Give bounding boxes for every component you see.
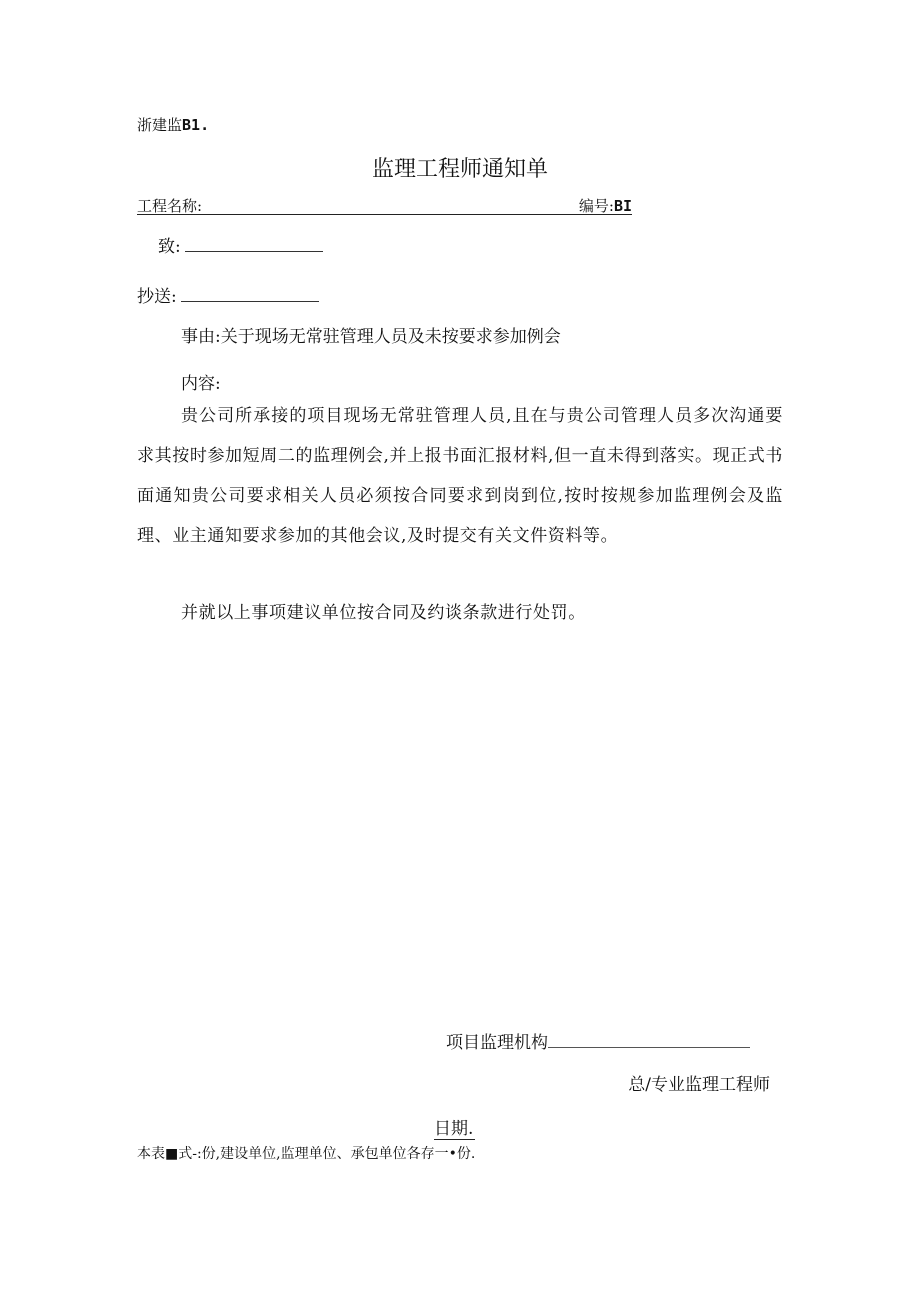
org-blank [548,1030,750,1048]
org-label: 项目监理机构 [446,1033,548,1053]
form-code [137,114,209,135]
form-code-suffix: B1. [182,116,210,134]
project-number-label: 编号: [578,197,614,215]
project-number [579,195,632,216]
cc-label: 抄送: [137,287,177,307]
project-name-label: 工程名称: [137,197,203,215]
project-info-line [137,195,632,215]
cc-field [137,282,319,307]
footnote: 本表■式-:份,建设单位,监理单位、承包单位各存一•份. [137,1146,476,1162]
chief-engineer-label: 总/专业监理工程师 [628,1075,770,1095]
subject-line: 事由:关于现场无常驻管理人员及未按要求参加例会 [181,327,561,347]
to-field [158,232,323,257]
to-blank [185,234,323,252]
project-number-value: BI [613,197,632,215]
form-code-prefix: 浙建监 [137,116,183,134]
page-title: 监理工程师通知单 [371,157,548,182]
content-label: 内容: [181,374,221,394]
cc-blank [181,284,319,302]
to-label: 致: [158,237,181,257]
date-label: 日期. [434,1114,475,1140]
content-paragraph: 并就以上事项建议单位按合同及约谈条款进行处罚。 [181,603,586,623]
content-paragraph: 贵公司所承接的项目现场无常驻管理人员,且在与贵公司管理人员多次沟通要求其按时参加短周二的监理例会,并上报书面汇报材料,但一直未得到落实。现正式书面通知贵公司要求相关人员必须按合同要求到岗到位,按时按规参加监理例会及监理、业主通知要求参加的其他会议,及时提交有关文件资料等。 [137,406,783,546]
supervision-org [446,1028,750,1053]
